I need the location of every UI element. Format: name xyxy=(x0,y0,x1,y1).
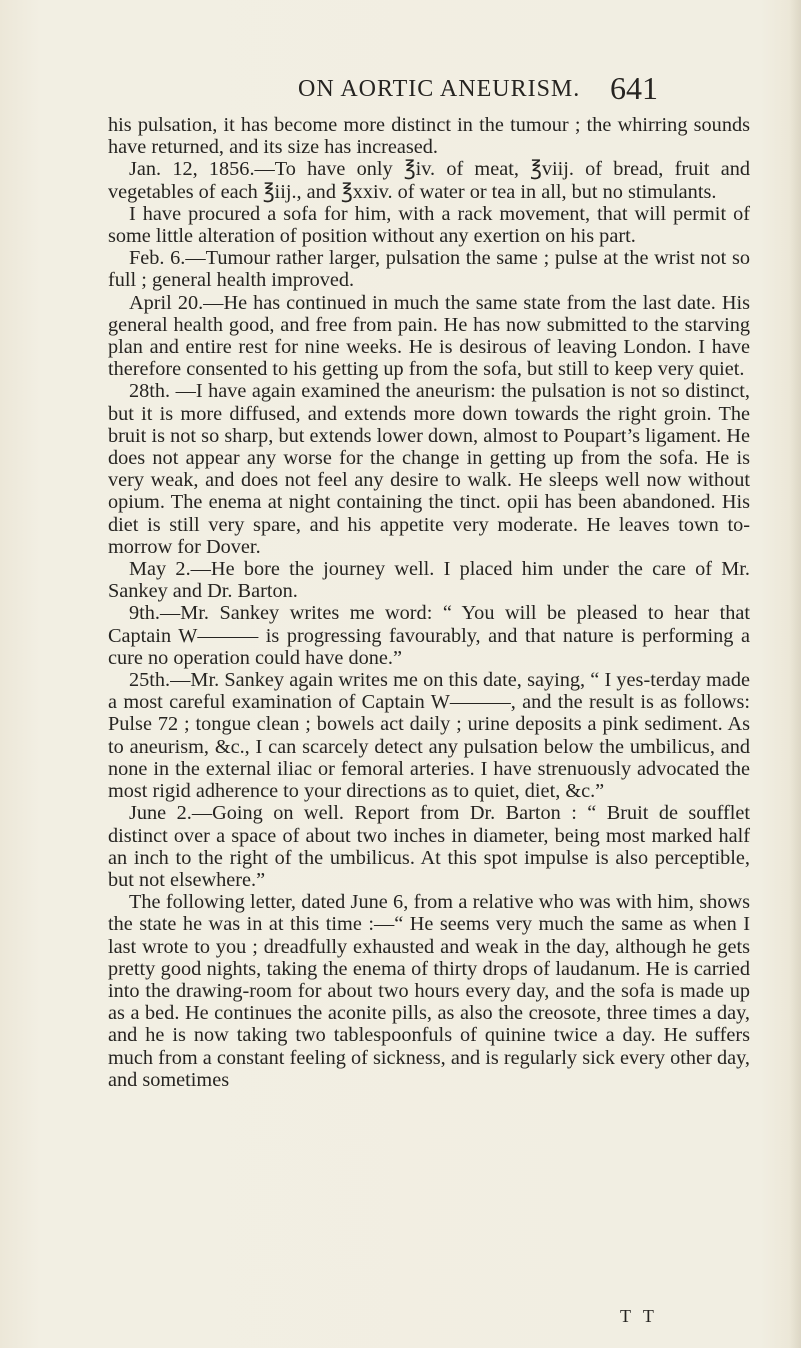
paragraph: April 20.—He has continued in much the same state from the last date. His general health good, and free from pain. He has now submitted to the starving plan and entire rest for nine weeks. He is desirous of leaving London. I have therefore consented to his getting up from the sofa, but still to keep very quiet. xyxy=(108,291,750,381)
paragraph: Feb. 6.—Tumour rather larger, pulsation the same ; pulse at the wrist not so full ; general health improved. xyxy=(108,247,750,292)
paragraph: May 2.—He bore the journey well. I placed him under the care of Mr. Sankey and Dr. Barton. xyxy=(108,558,750,603)
paragraph: The following letter, dated June 6, from a relative who was with him, shows the state he was in at this time :—“ He seems very much the same as when I last wrote to you ; dreadfully exhausted and weak in the day, although he gets pretty good nights, taking the enema of thirty drops of laudanum. He is carried into the drawing-room for about two hours every day, and the sofa is made up as a bed. He continues the aconite pills, as also the creosote, three times a day, and he is now taking two tablespoonfuls of quinine twice a day. He suffers much from a constant feeling of sickness, and is regularly sick every other day, and sometimes xyxy=(108,891,750,1091)
body-text xyxy=(108,114,750,1091)
paragraph: his pulsation, it has become more distinct in the tumour ; the whirring sounds have returned, and its size has increased. xyxy=(108,114,750,159)
paragraph: 9th.—Mr. Sankey writes me word: “ You will be pleased to hear that Captain W——— is progressing favourably, and that nature is performing a cure no operation could have done.” xyxy=(108,602,750,669)
paragraph: 28th. —I have again examined the aneurism: the pulsation is not so distinct, but it is more diffused, and extends more down towards the right groin. The bruit is not so sharp, but extends lower down, almost to Poupart’s ligament. He does not appear any worse for the change in getting up from the sofa. He is very weak, and does not feel any desire to walk. He sleeps well now without opium. The enema at night containing the tinct. opii has been abandoned. His diet is still very spare, and his appetite very moderate. He leaves town to-morrow for Dover. xyxy=(108,380,750,558)
paragraph: I have procured a sofa for him, with a rack movement, that will permit of some little alteration of position without any exertion on his part. xyxy=(108,202,750,248)
running-head xyxy=(0,70,801,110)
signature-mark: T T xyxy=(620,1306,658,1326)
paragraph: June 2.—Going on well. Report from Dr. Barton : “ Bruit de soufflet distinct over a space of about two inches in diameter, being most marked half an inch to the right of the umbilicus. At this spot impulse is also perceptible, but not elsewhere.” xyxy=(108,802,750,891)
page-number: 641 xyxy=(610,70,658,106)
paragraph: 25th.—Mr. Sankey again writes me on this date, saying, “ I yes-terday made a most careful examination of Captain W———, and the result is as follows: Pulse 72 ; tongue clean ; bowels act daily ; urine deposits a pink sediment. As to aneurism, &c., I can scarcely detect any pulsation below the umbilicus, and none in the external iliac or femoral arteries. I have strenuously advocated the most rigid adherence to your directions as to quiet, diet, &c.” xyxy=(108,669,750,803)
paragraph: Jan. 12, 1856.—To have only ℥iv. of meat, ℥viij. of bread, fruit and vegetables of each ℥iij., and ℥xxiv. of water or tea in all, but no stimulants. xyxy=(108,158,750,203)
page-edge-shadow xyxy=(789,0,801,1348)
running-head-title: ON AORTIC ANEURISM. xyxy=(298,76,581,102)
